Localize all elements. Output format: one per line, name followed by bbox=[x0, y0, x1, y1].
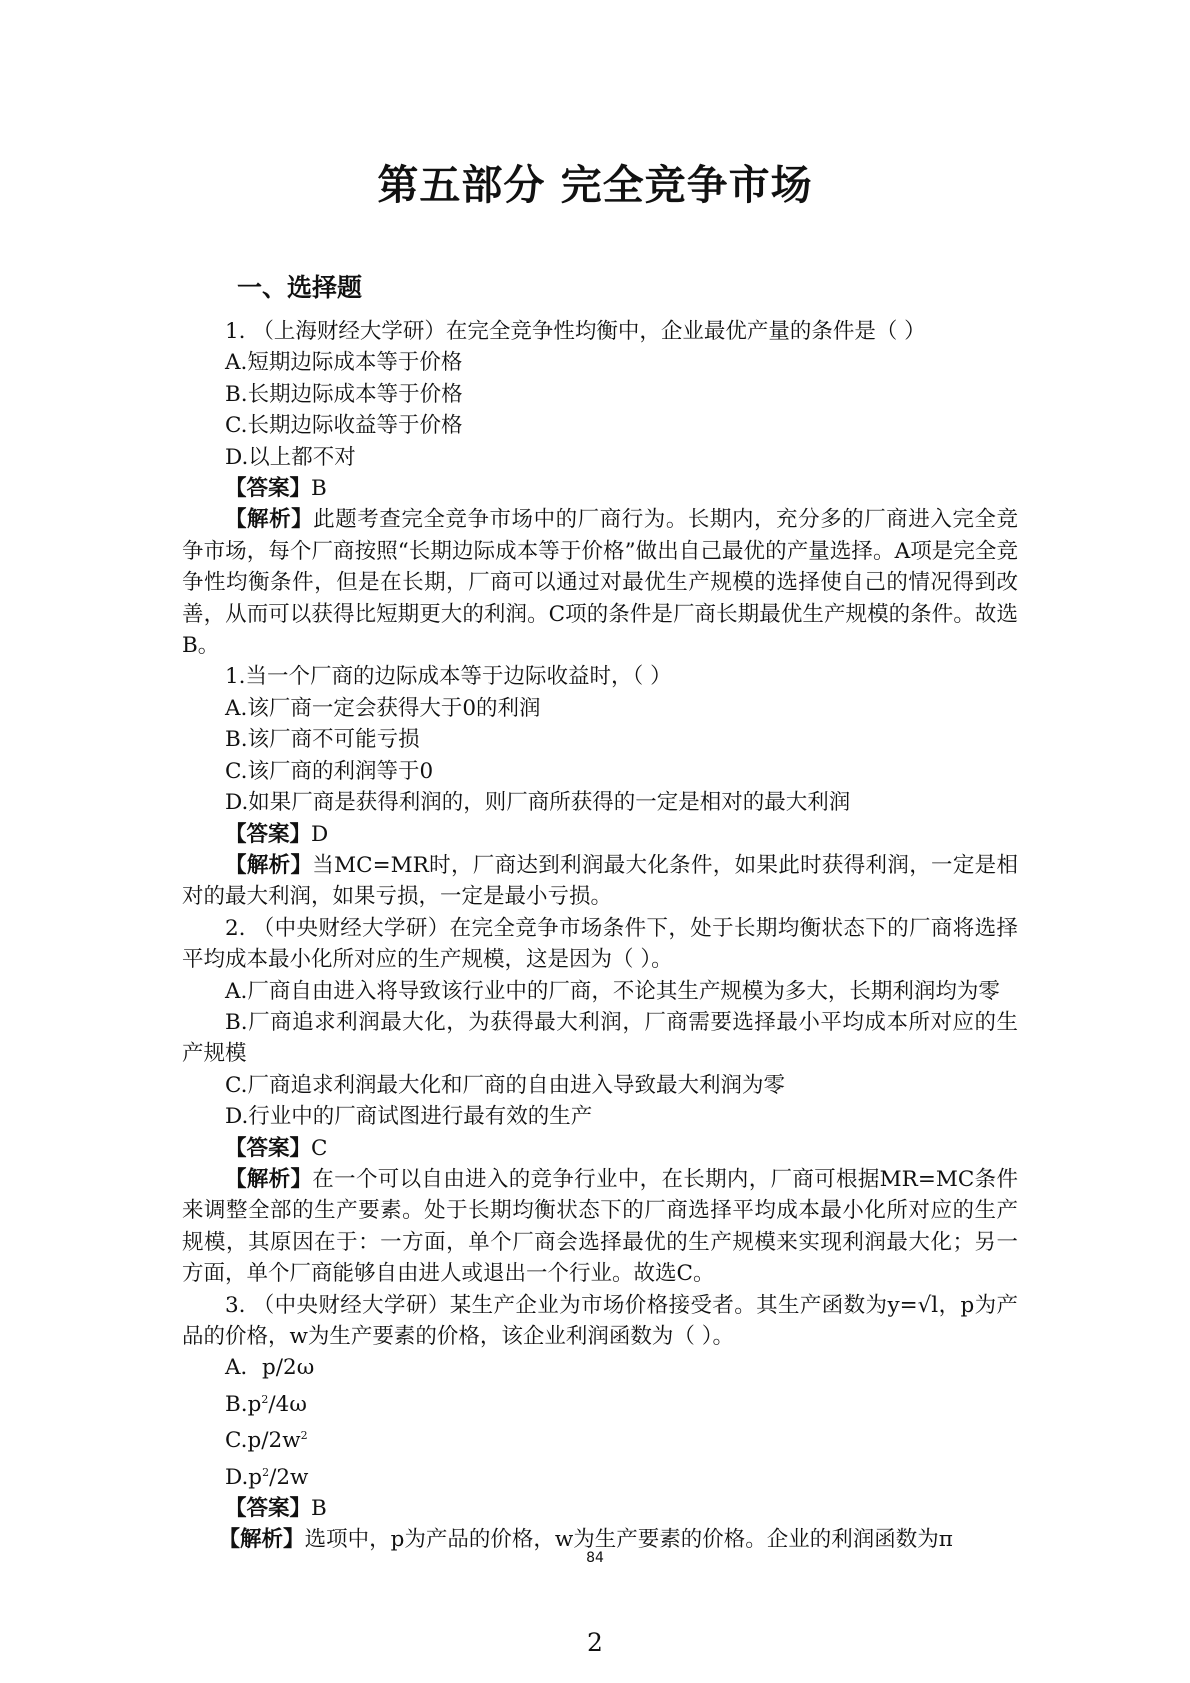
option: A.短期边际成本等于价格 bbox=[225, 350, 463, 376]
question-stem: 2. （中央财经大学研）在完全竞争市场条件下，处于长期均衡状态下的厂商将选择平均成本最小化所对应的生产规模，这是因为（ ）。 bbox=[182, 915, 1018, 973]
option bbox=[182, 1457, 1018, 1493]
analysis bbox=[182, 850, 1018, 913]
option-text: B.p bbox=[225, 1391, 262, 1417]
answer-label: 【答案】 bbox=[225, 821, 312, 847]
analysis-text: 选项中，p为产品的价格，w为生产要素的价格。企业的利润函数为π bbox=[304, 1527, 953, 1553]
document-body bbox=[182, 316, 1018, 1556]
option bbox=[182, 1384, 1018, 1420]
option: A．p/2ω bbox=[225, 1355, 315, 1381]
analysis-text: 此题考查完全竞争市场中的厂商行为。长期内，充分多的厂商进入完全竞争市场，每个厂商按照“长期边际成本等于价格”做出自己最优的产量选择。A项是完全竞争性均衡条件，但是在长期，厂商可以通过对最优生产规模的选择使自己的情况得到改善，从而可以获得比短期更大的利润。C项的条件是厂商长期最优生产规模的条件。故选B。 bbox=[182, 507, 1018, 659]
analysis bbox=[182, 504, 1018, 661]
answer bbox=[182, 1133, 1018, 1164]
analysis-label: 【解析】 bbox=[218, 1527, 305, 1553]
answer-value: D bbox=[311, 821, 329, 847]
answer-value: B bbox=[311, 476, 327, 502]
answer-label: 【答案】 bbox=[225, 476, 312, 502]
answer-label: 【答案】 bbox=[225, 1496, 312, 1522]
answer bbox=[182, 473, 1018, 504]
option: D.以上都不对 bbox=[225, 444, 356, 470]
option-text: D.p bbox=[225, 1464, 263, 1490]
analysis-label: 【解析】 bbox=[225, 852, 313, 878]
page-number: 84 bbox=[586, 1550, 604, 1566]
answer-label: 【答案】 bbox=[225, 1135, 312, 1161]
question-stem: 3. （中央财经大学研）某生产企业为市场价格接受者。其生产函数为y=√l，p为产品的价格，w为生产要素的价格，该企业利润函数为（ ）。 bbox=[182, 1292, 1018, 1349]
superscript: 2 bbox=[262, 1465, 270, 1479]
question-stem: 1.当一个厂商的边际成本等于边际收益时，（ ） bbox=[225, 664, 672, 690]
option: D.行业中的厂商试图进行最有效的生产 bbox=[225, 1104, 593, 1130]
footer-number: 2 bbox=[587, 1628, 603, 1657]
answer-value: C bbox=[311, 1135, 328, 1161]
superscript: 2 bbox=[300, 1429, 308, 1443]
analysis-label: 【解析】 bbox=[225, 507, 314, 533]
answer-value: B bbox=[311, 1496, 327, 1522]
option: B.厂商追求利润最大化，为获得最大利润，厂商需要选择最小平均成本所对应的生产规模 bbox=[182, 1009, 1018, 1067]
analysis-text: 在一个可以自由进入的竞争行业中，在长期内，厂商可根据MR=MC条件来调整全部的生产要素。处于长期均衡状态下的厂商选择平均成本最小化所对应的生产规模，其原因在于：一方面，单个厂商会选择最优的生产规模来实现利润最大化；另一方面，单个厂商能够自由进人或退出一个行业。故选C。 bbox=[182, 1166, 1018, 1287]
question-stem: 1. （上海财经大学研）在完全竞争性均衡中，企业最优产量的条件是（ ） bbox=[225, 319, 926, 344]
option: A.该厂商一定会获得大于0的利润 bbox=[225, 695, 541, 721]
option: C.该厂商的利润等于0 bbox=[225, 758, 434, 784]
option-text: /2w bbox=[269, 1464, 309, 1490]
option: B.长期边际成本等于价格 bbox=[225, 381, 463, 407]
option: C.长期边际收益等于价格 bbox=[225, 413, 463, 439]
analysis-label: 【解析】 bbox=[225, 1166, 313, 1192]
option-text: /4ω bbox=[268, 1391, 307, 1417]
option: C.厂商追求利润最大化和厂商的自由进入导致最大利润为零 bbox=[225, 1072, 786, 1098]
option: A.厂商自由进入将导致该行业中的厂商，不论其生产规模为多大，长期利润均为零 bbox=[225, 978, 1000, 1004]
option bbox=[182, 1420, 1018, 1456]
analysis-text: 当MC=MR时，厂商达到利润最大化条件，如果此时获得利润，一定是相对的最大利润，如果亏损，一定是最小亏损。 bbox=[182, 852, 1018, 910]
analysis bbox=[182, 1164, 1018, 1290]
page-title: 第五部分 完全竞争市场 bbox=[377, 161, 813, 209]
section-heading: 一、选择题 bbox=[237, 273, 363, 302]
answer bbox=[182, 1493, 1018, 1524]
superscript: 2 bbox=[261, 1392, 269, 1406]
option: B.该厂商不可能亏损 bbox=[225, 727, 420, 753]
option-text: C.p/2w bbox=[225, 1428, 301, 1454]
option: D.如果厂商是获得利润的，则厂商所获得的一定是相对的最大利润 bbox=[225, 790, 851, 816]
answer bbox=[182, 819, 1018, 850]
